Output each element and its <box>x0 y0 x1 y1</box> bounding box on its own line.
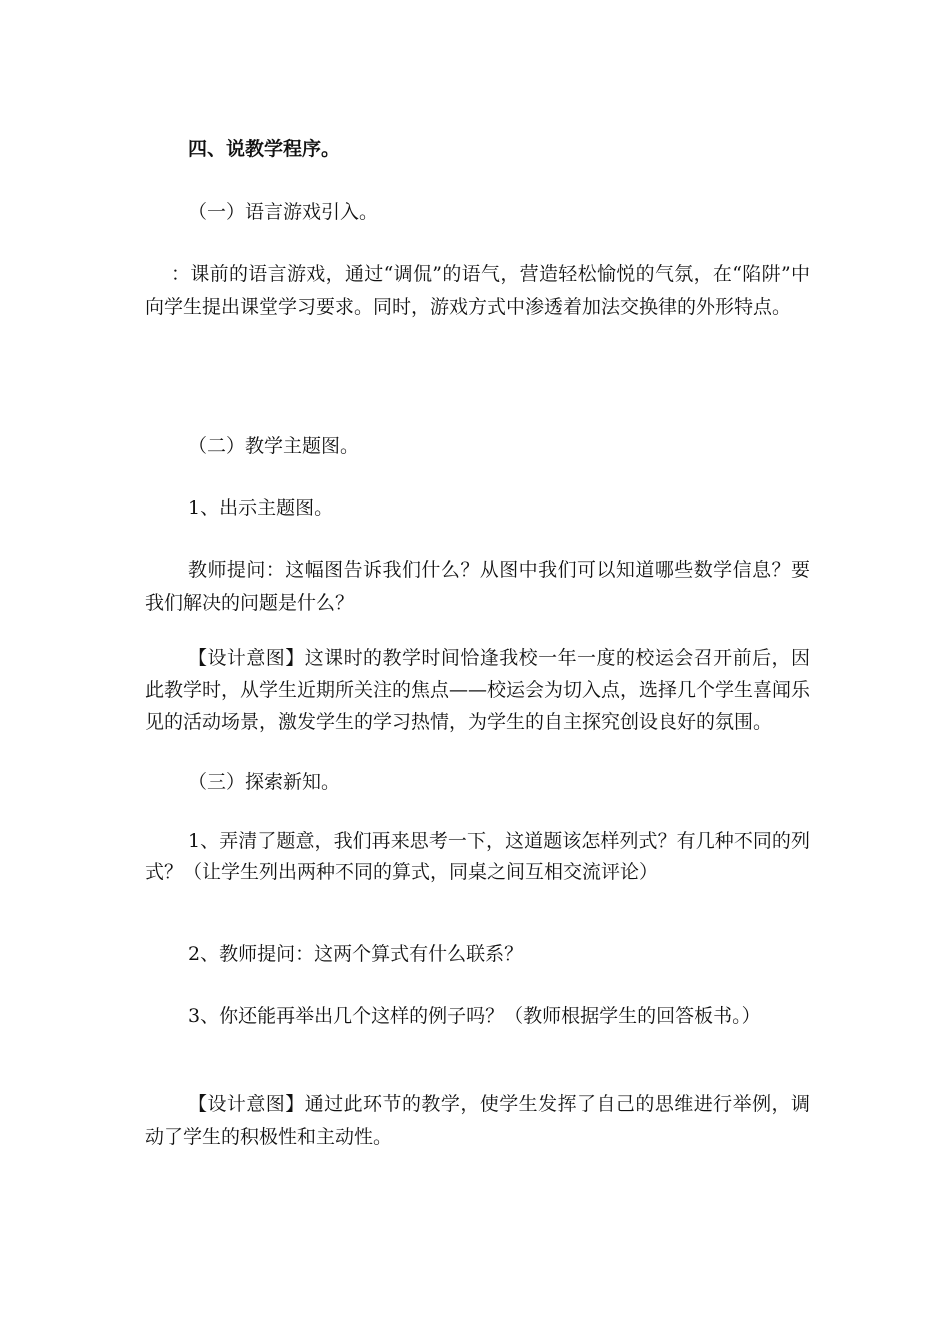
part3-design-intent: 【设计意图】通过此环节的教学，使学生发挥了自己的思维进行举例，调动了学生的积极性和主动性。 <box>145 1093 810 1148</box>
part3-step2: 2、教师提问：这两个算式有什么联系？ <box>188 943 524 965</box>
part2-step1: 1、出示主题图。 <box>188 497 334 519</box>
part2-teacher-question: 教师提问：这幅图告诉我们什么？从图中我们可以知道哪些数学信息？要我们解决的问题是什么？ <box>145 559 810 614</box>
part3-step1: 1、弄清了题意，我们再来思考一下，这道题该怎样列式？有几种不同的列式？（让学生列出两种不同的算式，同桌之间互相交流评论） <box>145 830 810 883</box>
part3-heading: （三）探索新知。 <box>188 771 341 793</box>
part2-design-intent: 【设计意图】这课时的教学时间恰逢我校一年一度的校运会召开前后，因此教学时，从学生近期所关注的焦点——校运会为切入点，选择几个学生喜闻乐见的活动场景，激发学生的学习热情，为学生的自主探究创设良好的氛围。 <box>145 647 811 733</box>
part1-paragraph: ：课前的语言游戏，通过“调侃”的语气，营造轻松愉悦的气氛，在“陷阱”中向学生提出课堂学习要求。同时，游戏方式中渗透着加法交换律的外形特点。 <box>145 263 810 318</box>
section-title: 四、说教学程序。 <box>188 138 341 160</box>
part1-heading: （一）语言游戏引入。 <box>188 201 379 223</box>
part2-heading: （二）教学主题图。 <box>188 435 360 457</box>
part3-step3: 3、你还能再举出几个这样的例子吗？（教师根据学生的回答板书。） <box>188 1005 761 1027</box>
